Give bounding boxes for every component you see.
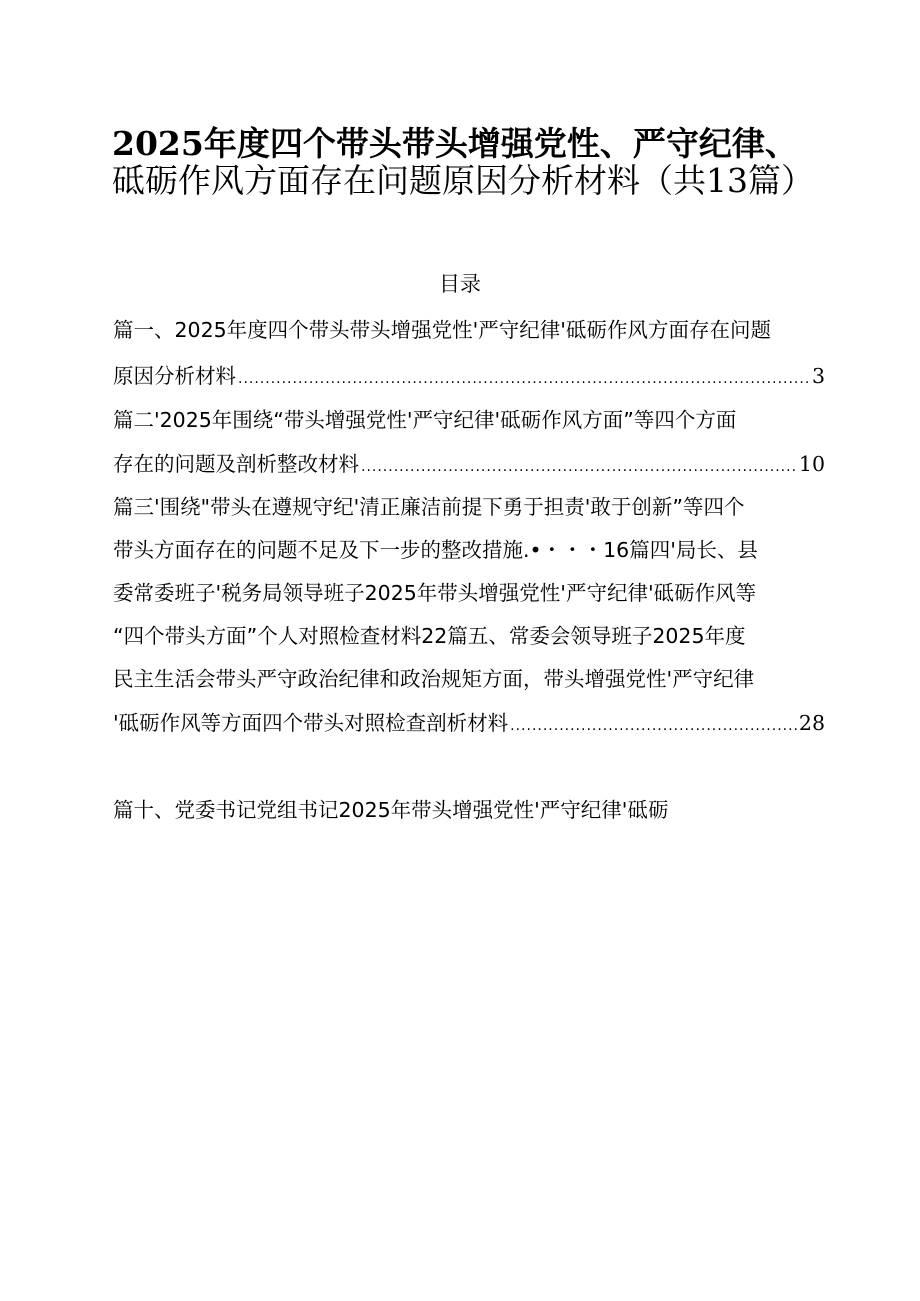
toc-line-5: 篇三'围绕"带头在遵规守纪'清正廉洁前提下勇于担责'敢于创新”等四个 <box>113 495 745 519</box>
toc-line-8: “四个带头方面”个人对照检查材料22篇五、常委会领导班子2025年度 <box>113 624 746 648</box>
toc-entry-text: '砥砺作风等方面四个带头对照检查剖析材料 <box>113 711 509 735</box>
toc-entry-1[interactable] <box>113 362 825 393</box>
toc-line-3: 篇二'2025年围绕“带头增强党性'严守纪律'砥砺作风方面”等四个方面 <box>113 408 737 432</box>
toc-entry-text: 存在的问题及剖析整改材料 <box>113 452 359 476</box>
toc-line-6: 带头方面存在的问题不足及下一步的整改措施.•・・・16篇四'局长、县 <box>113 538 758 562</box>
toc-line-extra: 篇十、党委书记党组书记2025年带头增强党性'严守纪律'砥砺 <box>113 798 669 822</box>
toc-entry-2[interactable] <box>113 450 825 481</box>
toc-leader-dots <box>238 365 810 393</box>
toc-entry-5[interactable] <box>113 709 825 740</box>
toc-leader-dots <box>510 712 797 740</box>
toc-entry-text: 原因分析材料 <box>113 364 236 388</box>
toc-page-number: 10 <box>798 452 825 476</box>
document-title-line-1: 2025年度四个带头带头增强党性、严守纪律、 <box>112 124 798 163</box>
toc-leader-dots <box>361 453 797 481</box>
toc-page-number: 28 <box>798 711 825 735</box>
toc-heading: 目录 <box>439 272 481 296</box>
toc-line-1: 篇一、2025年度四个带头带头增强党性'严守纪律'砥砺作风方面存在问题 <box>113 318 771 342</box>
toc-page-number: 3 <box>811 364 825 388</box>
toc-line-9: 民主生活会带头严守政治纪律和政治规矩方面，带头增强党性'严守纪律 <box>113 667 755 691</box>
document-title-line-2: 砥砺作风方面存在问题原因分析材料（共13篇） <box>112 161 814 200</box>
toc-line-7: 委常委班子'税务局领导班子2025年带头增强党性'严守纪律'砥砺作风等 <box>113 581 757 605</box>
